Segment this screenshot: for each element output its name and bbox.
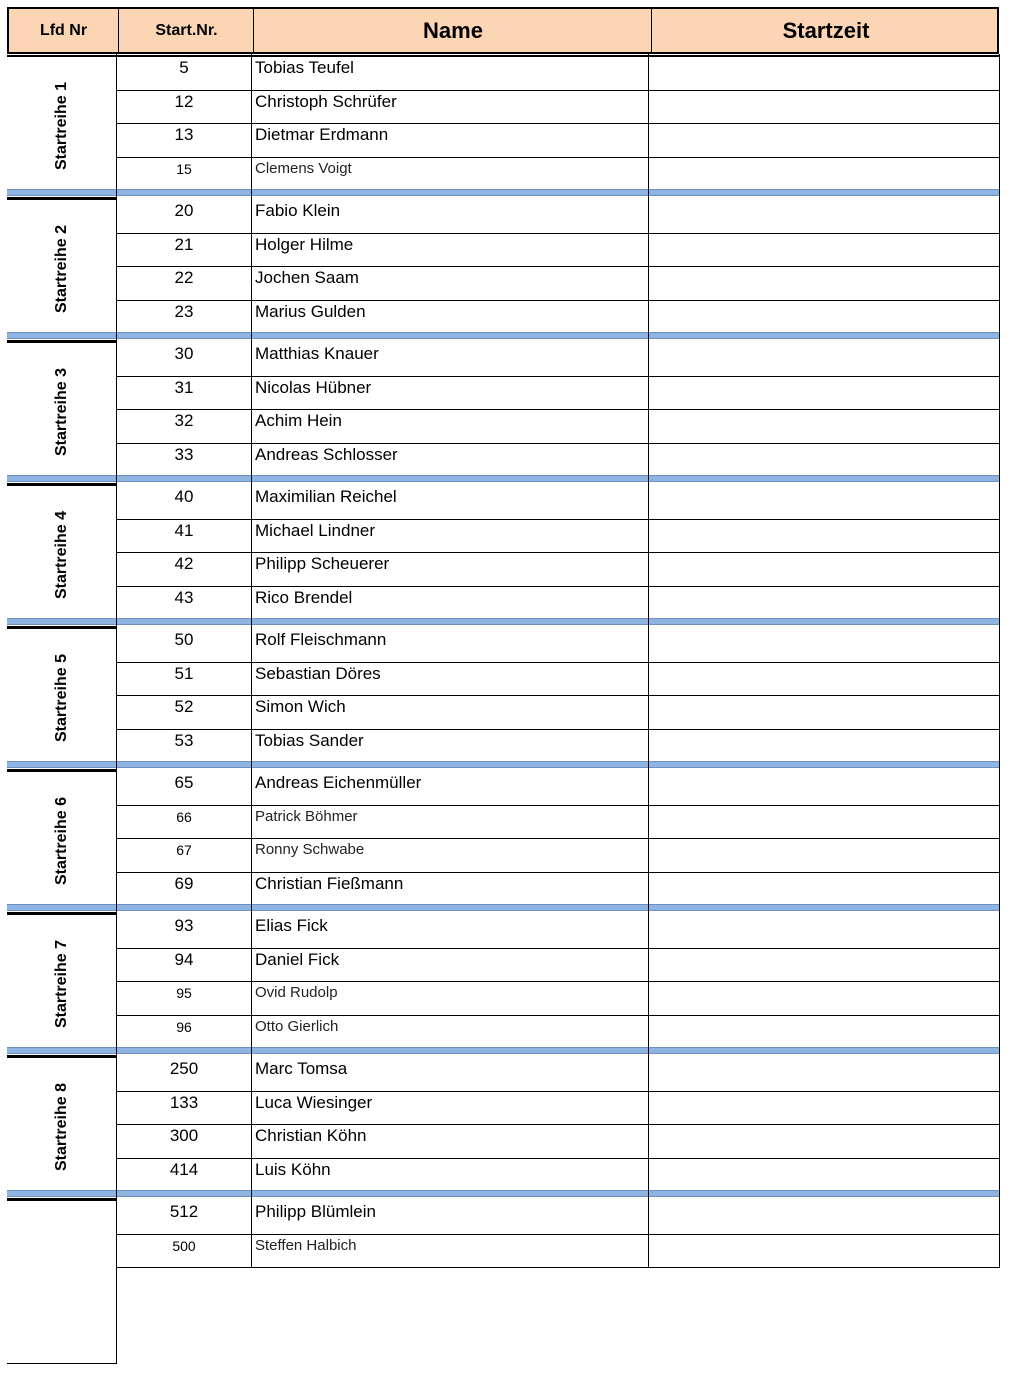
start-number: 133 <box>169 1092 199 1112</box>
group-label <box>7 917 117 1051</box>
group-label-text: Startreihe 5 <box>53 653 70 743</box>
participant-name: Philipp Blümlein <box>255 1202 376 1221</box>
start-number: 12 <box>174 91 194 111</box>
start-number: 20 <box>174 201 194 220</box>
group-label <box>7 631 117 765</box>
participant-name: Christoph Schrüfer <box>255 91 397 111</box>
group-label-text: Startreihe 1 <box>53 81 70 171</box>
start-time-cell[interactable] <box>650 377 998 411</box>
group-separator <box>7 1047 1000 1054</box>
start-number: 21 <box>174 234 194 254</box>
participant-name: Fabio Klein <box>255 201 341 220</box>
start-time-cell[interactable] <box>650 1201 998 1235</box>
group-separator <box>7 761 1000 768</box>
start-number: 67 <box>176 842 192 858</box>
group-label-text: Startreihe 4 <box>53 510 70 600</box>
participant-name: Jochen Saam <box>255 268 359 287</box>
start-number: 300 <box>169 1126 199 1145</box>
start-time-cell[interactable] <box>650 553 998 587</box>
start-number: 30 <box>174 344 194 363</box>
participant-name: Holger Hilme <box>255 234 354 254</box>
start-number: 31 <box>174 377 194 397</box>
participant-name: Ronny Schwabe <box>255 841 365 858</box>
participant-name: Otto Gierlich <box>255 1017 339 1035</box>
group-label <box>7 1060 117 1194</box>
start-time-cell[interactable] <box>650 1235 998 1269</box>
start-time-cell[interactable] <box>650 200 998 234</box>
start-time-cell[interactable] <box>650 124 998 158</box>
start-number: 32 <box>174 411 194 430</box>
start-time-cell[interactable] <box>650 234 998 268</box>
participant-name: Sebastian Döres <box>255 663 381 683</box>
start-number: 42 <box>174 554 194 573</box>
group-separator <box>7 475 1000 482</box>
group-label <box>7 774 117 908</box>
participant-name: Steffen Halbich <box>255 1236 357 1254</box>
participant-name: Michael Lindner <box>255 520 376 540</box>
start-time-cell[interactable] <box>650 1058 998 1092</box>
participant-name: Patrick Böhmer <box>255 807 358 825</box>
group-border <box>7 769 117 772</box>
group-border <box>7 912 117 915</box>
start-number: 22 <box>174 268 194 287</box>
group-label-text: Startreihe 6 <box>53 796 70 886</box>
start-number: 69 <box>174 873 194 893</box>
start-number: 96 <box>176 1018 192 1035</box>
group-separator <box>7 189 1000 196</box>
start-time-cell[interactable] <box>650 629 998 663</box>
participant-name: Maximilian Reichel <box>255 487 397 506</box>
participant-name: Clemens Voigt <box>255 159 352 177</box>
participant-name: Dietmar Erdmann <box>255 125 389 144</box>
start-number: 15 <box>176 160 192 177</box>
start-number: 33 <box>174 444 194 464</box>
participant-name: Matthias Knauer <box>255 344 379 363</box>
start-number: 50 <box>174 630 194 649</box>
participant-name: Rolf Fleischmann <box>255 630 387 649</box>
participant-name: Christian Fießmann <box>255 873 404 893</box>
group-separator <box>7 904 1000 911</box>
participant-name: Rico Brendel <box>255 587 353 607</box>
participant-name: Luis Köhn <box>255 1159 331 1179</box>
group-label <box>7 202 117 336</box>
start-time-cell[interactable] <box>650 839 998 873</box>
participant-name: Elias Fick <box>255 916 328 935</box>
group-separator <box>7 1190 1000 1197</box>
group-separator <box>7 332 1000 339</box>
start-number: 94 <box>174 949 194 969</box>
group-border <box>7 626 117 629</box>
group-label-text: Startreihe 3 <box>53 367 70 457</box>
group-border <box>7 340 117 343</box>
start-time-cell[interactable] <box>650 57 998 91</box>
start-time-cell[interactable] <box>650 696 998 730</box>
start-time-cell[interactable] <box>650 1016 998 1050</box>
group-label <box>7 59 117 193</box>
start-time-cell[interactable] <box>650 444 998 478</box>
start-time-cell[interactable] <box>650 520 998 554</box>
start-time-cell[interactable] <box>650 806 998 840</box>
start-number: 500 <box>172 1237 196 1254</box>
group-separator <box>7 618 1000 625</box>
participant-name: Achim Hein <box>255 411 342 430</box>
group-label-text: Startreihe 7 <box>53 939 70 1029</box>
header-lfd-nr: Lfd Nr <box>39 21 88 39</box>
start-number: 23 <box>174 301 194 321</box>
start-time-cell[interactable] <box>650 730 998 764</box>
start-time-cell[interactable] <box>650 343 998 377</box>
participant-name: Andreas Eichenmüller <box>255 773 422 792</box>
table-bottom-line <box>7 1363 117 1364</box>
start-time-cell[interactable] <box>650 486 998 520</box>
start-time-cell[interactable] <box>650 587 998 621</box>
header-startzeit: Startzeit <box>651 9 1000 52</box>
start-number: 43 <box>174 587 194 607</box>
participant-name: Luca Wiesinger <box>255 1092 373 1112</box>
start-time-cell[interactable] <box>650 772 998 806</box>
start-number: 52 <box>174 697 194 716</box>
participant-name: Nicolas Hübner <box>255 377 372 397</box>
start-number: 66 <box>176 808 192 825</box>
header-start-nr: Start.Nr. <box>118 9 254 52</box>
header-name: Name <box>253 9 652 52</box>
group-border <box>7 1198 117 1201</box>
participant-name: Philipp Scheuerer <box>255 554 390 573</box>
start-number: 93 <box>174 916 194 935</box>
row-divider <box>117 1267 1000 1268</box>
group-label-text: Startreihe 8 <box>53 1082 70 1172</box>
participant-name: Daniel Fick <box>255 949 340 969</box>
participant-name: Marc Tomsa <box>255 1059 348 1078</box>
group-border <box>7 483 117 486</box>
column-divider <box>999 54 1000 1268</box>
start-time-cell[interactable] <box>650 949 998 983</box>
group-border <box>7 1055 117 1058</box>
start-time-cell[interactable] <box>650 158 998 192</box>
start-time-cell[interactable] <box>650 1092 998 1126</box>
start-time-cell[interactable] <box>650 1159 998 1193</box>
participant-name: Andreas Schlosser <box>255 444 398 464</box>
start-time-cell[interactable] <box>650 873 998 907</box>
start-number: 51 <box>174 663 194 683</box>
start-time-cell[interactable] <box>650 301 998 335</box>
start-number: 414 <box>169 1159 199 1179</box>
start-time-cell[interactable] <box>650 267 998 301</box>
start-time-cell[interactable] <box>650 91 998 125</box>
start-number: 250 <box>169 1059 199 1078</box>
start-number: 5 <box>179 58 189 77</box>
participant-name: Tobias Sander <box>255 730 364 750</box>
participant-name: Marius Gulden <box>255 301 366 321</box>
group-label <box>7 488 117 622</box>
start-time-cell[interactable] <box>650 982 998 1016</box>
start-number: 53 <box>174 730 194 750</box>
start-time-cell[interactable] <box>650 915 998 949</box>
start-number: 512 <box>169 1202 199 1221</box>
participant-name: Tobias Teufel <box>255 58 354 77</box>
column-divider <box>251 54 252 1268</box>
column-divider <box>648 54 649 1268</box>
start-number: 41 <box>174 520 194 540</box>
participant-name: Simon Wich <box>255 697 346 716</box>
start-number: 13 <box>174 125 194 144</box>
start-number: 65 <box>174 773 194 792</box>
start-number: 40 <box>174 487 194 506</box>
start-time-cell[interactable] <box>650 663 998 697</box>
group-border <box>7 197 117 200</box>
column-divider <box>116 54 117 1364</box>
start-time-cell[interactable] <box>650 1125 998 1159</box>
table-header-bottom <box>7 55 1000 57</box>
start-time-cell[interactable] <box>650 410 998 444</box>
participant-name: Christian Köhn <box>255 1126 367 1145</box>
start-number: 95 <box>176 985 192 1001</box>
participant-name: Ovid Rudolp <box>255 984 338 1001</box>
group-label <box>7 345 117 479</box>
group-label-text: Startreihe 2 <box>53 224 70 314</box>
